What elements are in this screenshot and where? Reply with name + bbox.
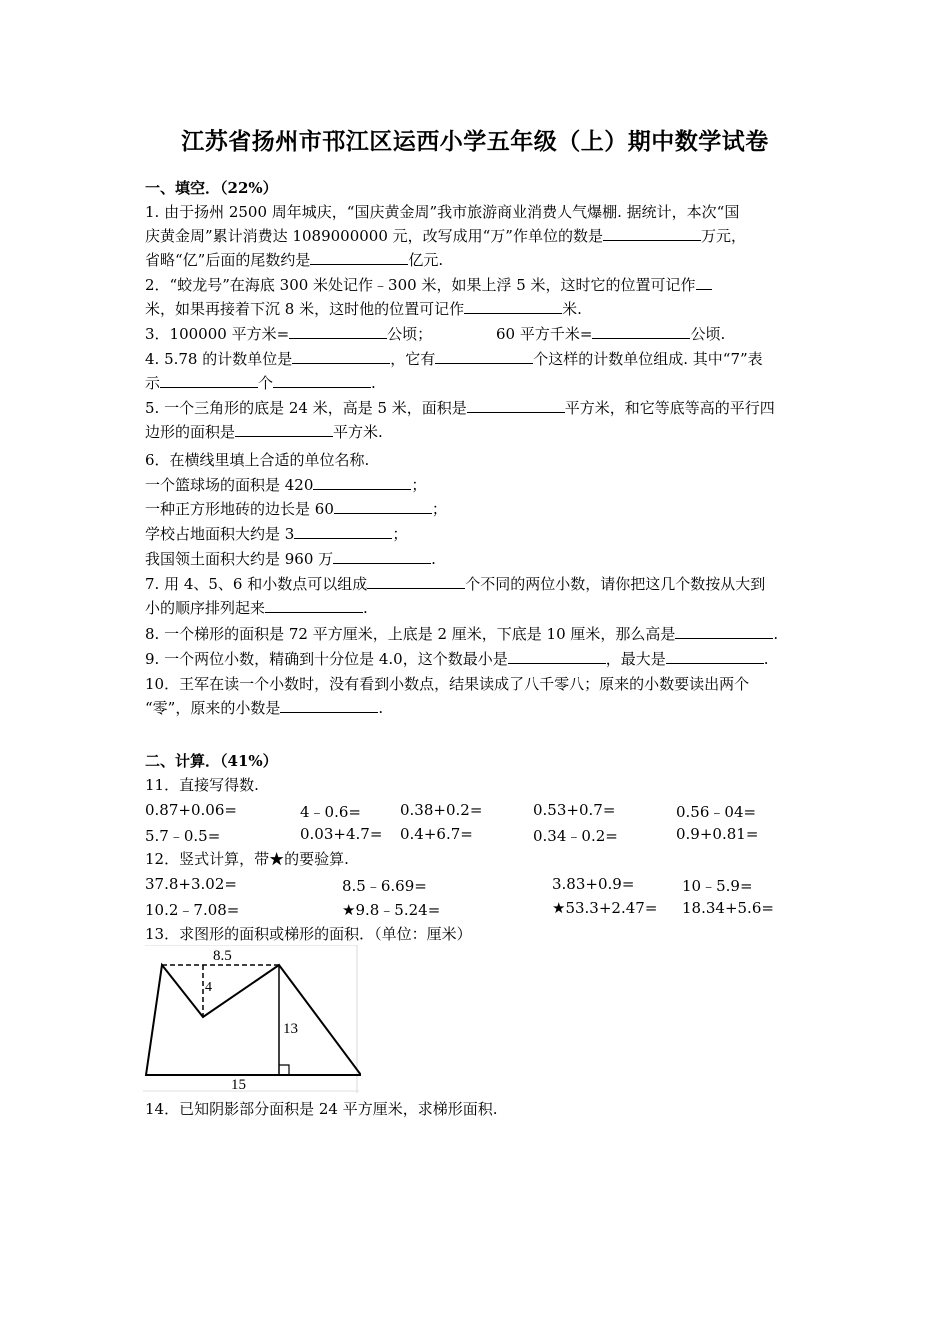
q6-text-a2: ； <box>411 476 427 494</box>
question-1-line-1 <box>145 200 739 224</box>
answer-blank[interactable] <box>292 347 390 364</box>
answer-blank[interactable] <box>675 622 773 639</box>
question-6-item-b <box>145 497 447 521</box>
q9-text: 9. 一个两位小数，精确到十分位是 4.0，这个数最小是 <box>145 650 508 668</box>
page-title: 江苏省扬州市邗江区运西小学五年级（上）期中数学试卷 <box>181 128 769 155</box>
question-2-line-1 <box>145 273 712 297</box>
question-11-prompt: 11．直接写得数. <box>145 776 259 794</box>
calc-item: ★9.8﹣5.24= <box>342 901 441 919</box>
q6-text-a: 一个篮球场的面积是 420 <box>145 476 314 494</box>
q4-text-b2: 个 <box>258 374 274 392</box>
q3-text-a: 3．100000 平方米= <box>145 325 290 343</box>
q10-text-a: 10．王军在读一个小数时，没有看到小数点，结果读成了八千零八；原来的小数要读出两个 <box>145 675 750 693</box>
calc-item: 8.5﹣6.69= <box>342 877 427 895</box>
q2-text-a: 2．“蛟龙号”在海底 300 米处记作﹣300 米，如果上浮 5 米，这时它的位置可记作 <box>145 276 696 294</box>
q4-text-a: 4. 5.78 的计数单位是 <box>145 350 293 368</box>
question-2-line-2 <box>145 297 582 321</box>
question-1-line-2 <box>145 224 746 248</box>
answer-blank[interactable] <box>435 347 533 364</box>
question-5-line-2 <box>145 420 383 444</box>
q6-text-b2: ； <box>431 500 447 518</box>
q6-text-b: 一种正方形地砖的边长是 60 <box>145 500 334 518</box>
question-6-item-c <box>145 522 407 546</box>
q3-text-b: 60 平方千米= <box>496 325 593 343</box>
calc-item: 0.87+0.06= <box>145 801 237 819</box>
answer-blank[interactable] <box>289 322 387 339</box>
answer-blank[interactable] <box>464 297 562 314</box>
answer-blank[interactable] <box>265 596 363 613</box>
q1-text-c: 省略“亿”后面的尾数约是 <box>145 251 311 269</box>
question-7-line-2 <box>145 596 368 620</box>
q1-text-b2: 万元， <box>700 227 746 245</box>
answer-blank[interactable] <box>467 396 565 413</box>
q2-text-b: 米，如果再接着下沉 8 米，这时他的位置可记作 <box>145 300 465 318</box>
geometry-figure <box>141 945 361 1093</box>
q1-text-c2: 亿元. <box>408 251 444 269</box>
q4-text-b: 示 <box>145 374 161 392</box>
question-8 <box>145 622 778 646</box>
q4-text-a3: 个这样的计数单位组成. 其中“7”表 <box>533 350 763 368</box>
answer-blank[interactable] <box>294 522 392 539</box>
label-top: 8.5 <box>213 948 232 964</box>
q7-text-b2: . <box>363 599 368 617</box>
q5-text-a2: 平方米，和它等底等高的平行四 <box>564 399 775 417</box>
q5-text-a: 5. 一个三角形的底是 24 米，高是 5 米，面积是 <box>145 399 467 417</box>
q6-text-d: 我国领土面积大约是 960 万 <box>145 550 334 568</box>
calc-item: 0.56﹣04= <box>676 803 757 821</box>
question-6-prompt: 6．在横线里填上合适的单位名称. <box>145 451 370 469</box>
q10-text-end: . <box>378 699 384 717</box>
q6-text-c2: ； <box>392 525 408 543</box>
label-height: 13 <box>283 1021 298 1037</box>
question-1-line-3 <box>145 248 443 272</box>
section-1-heading: 一、填空．（22%） <box>145 179 278 197</box>
answer-blank[interactable] <box>235 420 333 437</box>
answer-blank[interactable] <box>280 696 378 713</box>
q7-text-b: 小的顺序排列起来 <box>145 599 266 617</box>
answer-blank[interactable] <box>310 248 408 265</box>
question-6-item-d <box>145 547 436 571</box>
q8-text: 8. 一个梯形的面积是 72 平方厘米，上底是 2 厘米，下底是 10 厘米，那么高是 <box>145 625 676 643</box>
q5-text-b: 边形的面积是 <box>145 423 236 441</box>
calc-item: ★53.3+2.47= <box>552 899 658 917</box>
calc-item: 4﹣0.6= <box>300 803 361 821</box>
question-10-line-2 <box>145 696 383 720</box>
question-4-line-2 <box>145 371 376 395</box>
q1-text-b: 庆黄金周”累计消费达 1089000000 元，改写成用“万”作单位的数是 <box>145 227 603 245</box>
calc-item: 37.8+3.02= <box>145 875 237 893</box>
calc-item: 0.34﹣0.2= <box>533 827 618 845</box>
answer-blank[interactable] <box>696 273 712 290</box>
answer-blank[interactable] <box>273 371 371 388</box>
question-13-prompt: 13．求图形的面积或梯形的面积．（单位：厘米） <box>145 925 472 943</box>
q9-text-end: . <box>763 650 769 668</box>
q10-text-b: “零”，原来的小数是 <box>145 699 281 717</box>
question-6-item-a <box>145 473 426 497</box>
q8-text-end: . <box>773 625 779 643</box>
q4-text-b3: . <box>371 374 376 392</box>
q7-text-a: 7. 用 4、5、6 和小数点可以组成 <box>145 575 368 593</box>
label-bottom: 15 <box>231 1077 246 1093</box>
answer-blank[interactable] <box>666 647 764 664</box>
question-12-prompt: 12．竖式计算，带★的要验算. <box>145 850 349 868</box>
answer-blank[interactable] <box>367 572 465 589</box>
q4-text-a2: ，它有 <box>390 350 436 368</box>
calc-item: 0.03+4.7= <box>300 825 383 843</box>
q6-text-d2: . <box>431 550 436 568</box>
calc-item: 10﹣5.9= <box>682 877 753 895</box>
calc-item: 3.83+0.9= <box>552 875 635 893</box>
calc-item: 0.53+0.7= <box>533 801 616 819</box>
figure-background <box>141 945 361 1093</box>
q9-text-b: ，最大是 <box>605 650 666 668</box>
question-10-line-1 <box>145 672 749 696</box>
q5-text-b2: 平方米. <box>333 423 383 441</box>
calc-item: 18.34+5.6= <box>682 899 774 917</box>
answer-blank[interactable] <box>334 497 432 514</box>
calc-item: 10.2﹣7.08= <box>145 901 240 919</box>
answer-blank[interactable] <box>333 547 431 564</box>
answer-blank[interactable] <box>592 322 690 339</box>
calc-item: 5.7﹣0.5= <box>145 827 221 845</box>
question-4-line-1 <box>145 347 763 371</box>
answer-blank[interactable] <box>508 647 606 664</box>
question-3-part-2 <box>496 322 725 346</box>
question-14-prompt: 14．已知阴影部分面积是 24 平方厘米，求梯形面积. <box>145 1100 498 1118</box>
q6-text-c: 学校占地面积大约是 3 <box>145 525 295 543</box>
question-7-line-1 <box>145 572 765 596</box>
question-3-part-1 <box>145 322 432 346</box>
answer-blank[interactable] <box>160 371 258 388</box>
q2-text-b2: 米. <box>562 300 582 318</box>
answer-blank[interactable] <box>313 473 411 490</box>
q7-text-a2: 个不同的两位小数，请你把这几个数按从大到 <box>465 575 766 593</box>
calc-item: 0.4+6.7= <box>400 825 473 843</box>
answer-blank[interactable] <box>603 224 701 241</box>
q3-text-a2: 公顷； <box>387 325 433 343</box>
label-inner: 4 <box>205 980 212 995</box>
section-2-heading: 二、计算．（41%） <box>145 752 278 770</box>
question-5-line-1 <box>145 396 775 420</box>
q3-text-b2: 公顷. <box>690 325 726 343</box>
question-9 <box>145 647 769 671</box>
calc-item: 0.38+0.2= <box>400 801 483 819</box>
calc-item: 0.9+0.81= <box>676 825 759 843</box>
q1-text-a: 1. 由于扬州 2500 周年城庆，“国庆黄金周”我市旅游商业消费人气爆棚. 据统计，本次“国 <box>145 203 740 221</box>
